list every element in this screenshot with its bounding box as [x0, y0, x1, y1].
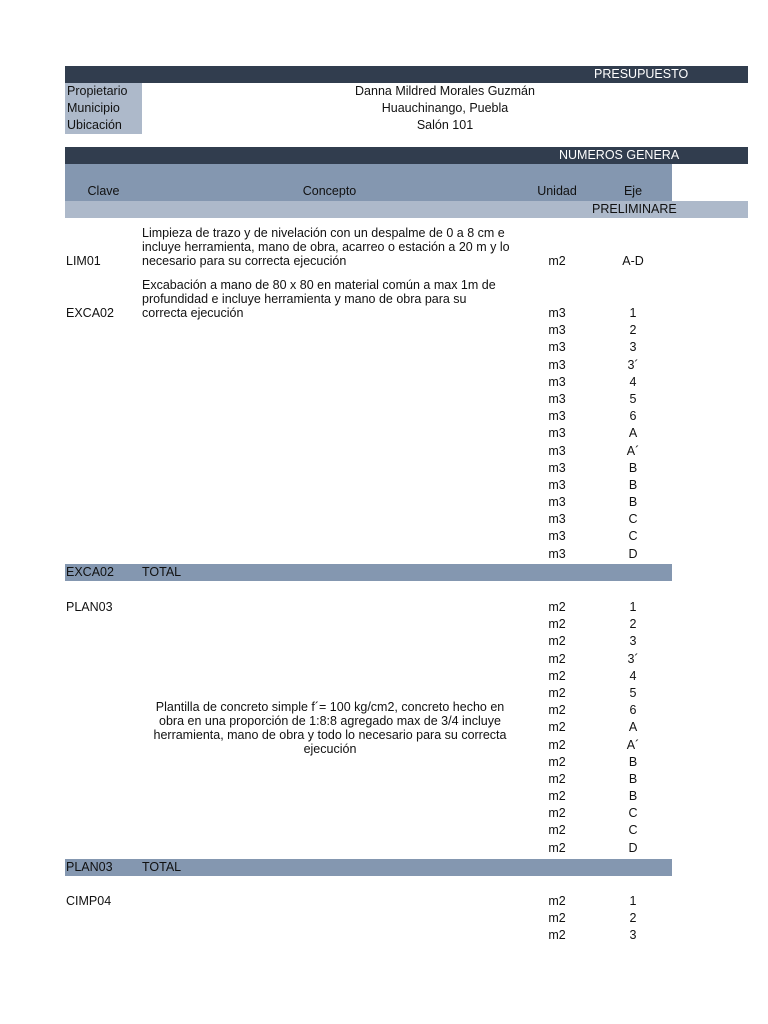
column-concepto: Concepto — [302, 184, 357, 198]
unidad-cell: m3 — [548, 374, 566, 389]
eje-cell: 5 — [629, 391, 637, 406]
column-clave: Clave — [87, 184, 120, 198]
eje-cell: 4 — [629, 374, 637, 389]
table-row — [517, 408, 672, 425]
eje-cell: D — [628, 840, 638, 855]
eje-cell: A´ — [626, 737, 640, 752]
eje-cell: 3 — [629, 340, 637, 355]
municipality-value: Huauchinango, Puebla — [381, 101, 509, 115]
eje-cell: B — [628, 789, 638, 804]
unidad-cell: m3 — [548, 477, 566, 492]
unidad-cell: m2 — [548, 754, 566, 769]
unidad-cell: m2 — [548, 600, 566, 614]
unidad-cell: m3 — [548, 443, 566, 458]
subsection-bar — [65, 201, 748, 218]
table-row — [517, 754, 672, 771]
plan03-rows — [517, 599, 672, 857]
unidad-cell: m2 — [548, 789, 566, 804]
unidad-cell: m3 — [548, 460, 566, 475]
plan03-concepto: Plantilla de concreto simple f´= 100 kg/cm2, concreto hecho en obra en una proporción de 1:8:8 agregado max de 3/4 incluye herramienta, mano de obra y todo lo necesario para su correcta ejecución — [153, 700, 507, 756]
unidad-cell: m2 — [548, 894, 566, 908]
table-row — [517, 840, 672, 857]
unidad-cell: m3 — [548, 426, 566, 441]
table-row — [517, 927, 672, 944]
unidad-cell: m3 — [548, 323, 566, 338]
eje-cell: 1 — [629, 894, 637, 908]
cimp04-rows — [517, 893, 672, 945]
subsection-title: PRELIMINARE — [592, 202, 677, 216]
table-row — [517, 391, 672, 408]
eje-cell: 1 — [629, 600, 637, 614]
eje-cell: C — [628, 823, 638, 838]
table-row — [517, 633, 672, 650]
unidad-cell: m3 — [548, 512, 566, 527]
unidad-cell: m3 — [548, 546, 566, 561]
unidad-cell: m2 — [548, 823, 566, 838]
table-row — [517, 305, 672, 322]
eje-cell: 3 — [629, 928, 637, 943]
section-title: NUMEROS GENERA — [559, 148, 680, 162]
column-eje: Eje — [623, 184, 643, 198]
table-row — [517, 443, 672, 460]
unidad-cell: m2 — [548, 617, 566, 632]
eje-cell: 3 — [629, 634, 637, 649]
eje-cell: C — [628, 806, 638, 821]
eje-cell: 2 — [629, 323, 637, 338]
eje-cell: 1 — [629, 306, 637, 320]
eje-cell: B — [628, 754, 638, 769]
unidad-cell: m3 — [548, 357, 566, 372]
location-label: Ubicación — [65, 117, 142, 134]
exca02-total-label: TOTAL — [142, 565, 182, 579]
table-row — [517, 771, 672, 788]
table-row — [517, 494, 672, 511]
plan03-total-label: TOTAL — [142, 860, 182, 874]
lim01-unidad: m2 — [548, 254, 566, 268]
exca02-clave: EXCA02 — [66, 306, 114, 320]
table-row — [517, 599, 672, 616]
eje-cell: 2 — [629, 911, 637, 926]
table-row — [517, 357, 672, 374]
lim01-clave: LIM01 — [66, 254, 101, 268]
exca02-concepto: Excabación a mano de 80 x 80 en material común a max 1m de profundidad e incluye herramienta y mano de obra para su correcta ejecución — [142, 278, 496, 320]
unidad-cell: m2 — [548, 685, 566, 700]
eje-cell: 3´ — [627, 651, 639, 666]
section-bar — [65, 147, 748, 164]
unidad-cell: m2 — [548, 737, 566, 752]
unidad-cell: m2 — [548, 720, 566, 735]
eje-cell: B — [628, 477, 638, 492]
eje-cell: 2 — [629, 617, 637, 632]
location-value: Salón 101 — [416, 118, 474, 132]
table-row — [517, 425, 672, 442]
owner-label: Propietario — [65, 83, 142, 100]
table-row — [517, 511, 672, 528]
table-row — [517, 374, 672, 391]
unidad-cell: m3 — [548, 391, 566, 406]
exca02-rows — [517, 305, 672, 563]
eje-cell: B — [628, 460, 638, 475]
eje-cell: C — [628, 512, 638, 527]
table-row — [517, 822, 672, 839]
table-row — [517, 893, 672, 910]
exca02-total-clave: EXCA02 — [66, 565, 114, 579]
eje-cell: 4 — [629, 668, 637, 683]
unidad-cell: m3 — [548, 495, 566, 510]
table-row — [517, 322, 672, 339]
eje-cell: D — [628, 546, 638, 561]
unidad-cell: m3 — [548, 340, 566, 355]
unidad-cell: m2 — [548, 651, 566, 666]
eje-cell: A — [628, 720, 638, 735]
eje-cell: B — [628, 771, 638, 786]
eje-cell: 6 — [629, 409, 637, 424]
unidad-cell: m2 — [548, 703, 566, 718]
unidad-cell: m3 — [548, 306, 566, 320]
owner-value: Danna Mildred Morales Guzmán — [355, 84, 535, 98]
page-title: PRESUPUESTO — [594, 67, 689, 81]
lim01-concepto: Limpieza de trazo y de nivelación con un despalme de 0 a 8 cm e incluye herramienta, mano de obra, acarreo o estación a 20 m y lo necesario para su correcta ejecución — [142, 226, 510, 268]
table-row — [517, 528, 672, 545]
table-row — [517, 910, 672, 927]
table-row — [517, 788, 672, 805]
unidad-cell: m2 — [548, 911, 566, 926]
table-row — [517, 460, 672, 477]
table-row — [517, 546, 672, 563]
table-row — [517, 651, 672, 668]
table-row — [517, 685, 672, 702]
table-row — [517, 702, 672, 719]
column-unidad: Unidad — [537, 184, 577, 198]
table-row — [517, 339, 672, 356]
eje-cell: C — [628, 529, 638, 544]
eje-cell: 5 — [629, 685, 637, 700]
plan03-total-row — [65, 859, 672, 876]
eje-cell: A´ — [626, 443, 640, 458]
table-row — [517, 737, 672, 754]
exca02-total-row — [65, 564, 672, 581]
table-row — [517, 719, 672, 736]
unidad-cell: m2 — [548, 928, 566, 943]
eje-cell: B — [628, 495, 638, 510]
municipality-label: Municipio — [65, 100, 142, 117]
eje-cell: A — [628, 426, 638, 441]
lim01-eje: A-D — [622, 254, 644, 268]
plan03-total-clave: PLAN03 — [66, 860, 113, 874]
eje-cell: 3´ — [627, 357, 639, 372]
table-row — [517, 477, 672, 494]
plan03-clave: PLAN03 — [66, 600, 113, 614]
unidad-cell: m3 — [548, 529, 566, 544]
eje-cell: 6 — [629, 703, 637, 718]
table-row — [517, 805, 672, 822]
cimp04-clave: CIMP04 — [66, 894, 112, 908]
table-row — [517, 616, 672, 633]
unidad-cell: m2 — [548, 634, 566, 649]
unidad-cell: m2 — [548, 771, 566, 786]
unidad-cell: m3 — [548, 409, 566, 424]
table-row — [517, 668, 672, 685]
unidad-cell: m2 — [548, 668, 566, 683]
unidad-cell: m2 — [548, 840, 566, 855]
title-bar — [65, 66, 748, 83]
unidad-cell: m2 — [548, 806, 566, 821]
